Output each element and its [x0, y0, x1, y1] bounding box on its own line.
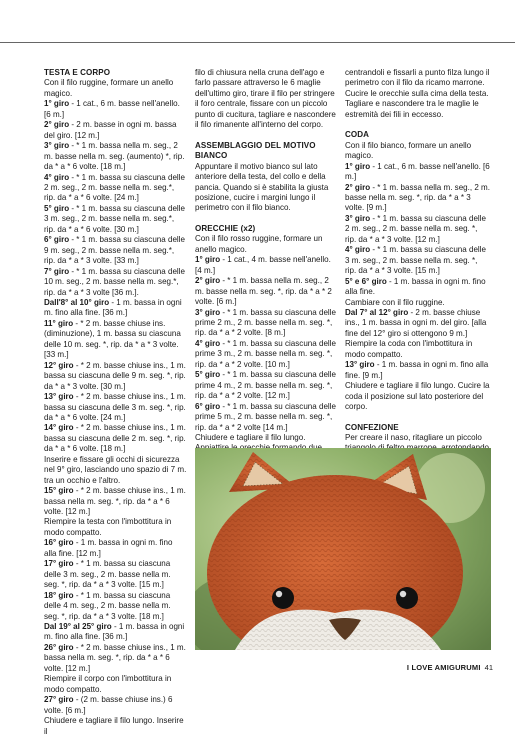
instruction-text: Per creare il naso, ritagliare un piccolo	[345, 432, 482, 442]
instruction-text: - 1 m. bassa in ogni m. fino alla fine. [36 m.]	[44, 622, 185, 642]
instruction-text: - * 2 m. basse chiuse ins., 1 m. bassa su ciascuna delle 3 m. seg. *, rip. da * a * 6 volte. [24 m.]	[44, 392, 186, 422]
instruction-paragraph	[44, 392, 187, 423]
top-rule	[0, 42, 515, 43]
fox-amigurumi-photo	[195, 448, 491, 650]
round-label: 14° giro	[44, 423, 74, 433]
round-label: 3° giro	[345, 213, 371, 223]
instruction-text: - 2 m. basse chiuse ins., 1 m. bassa in ogni m. del giro. [alla fine del 12° giro si ottengono 9 m.]	[345, 307, 487, 338]
section-heading: CODA	[345, 130, 370, 140]
instruction-paragraph	[195, 402, 338, 433]
instruction-paragraph	[345, 277, 490, 298]
round-label: 5° e 6° giro	[345, 276, 387, 286]
instruction-paragraph	[44, 538, 187, 559]
instruction-text: - * 1 m. bassa su ciascuna delle prime 2 m., 2 m. basse nella m. seg. *, rip. da * a * 2 volte. [8 m.]	[195, 307, 336, 338]
instruction-paragraph	[44, 643, 187, 674]
magazine-name: I LOVE AMIGURUMI	[406, 663, 481, 672]
instruction-paragraph	[44, 674, 187, 695]
instruction-text: Riempire la testa con l'imbottitura in modo compatto.	[44, 517, 172, 537]
instruction-paragraph	[44, 141, 187, 172]
instruction-paragraph	[345, 298, 490, 308]
instruction-text: - * 1 m. bassa su ciascuna delle 3 m. seg., 2 m. basse nella m. seg.*, rip. da * a * 6 volte. [30 m.]	[44, 203, 185, 234]
round-label: 15° giro	[44, 486, 74, 496]
round-label: 2° giro	[195, 276, 221, 286]
instruction-paragraph	[345, 141, 490, 162]
instruction-text: Cambiare con il filo ruggine.	[345, 297, 445, 307]
round-label: Dal 7° al 12° giro	[345, 307, 409, 317]
instruction-text: - * 1 m. bassa su ciascuna delle prime 3 m., 2 m. basse nella m. seg. *, rip. da * a * 2 volte. [10 m.]	[195, 338, 336, 369]
round-label: Dal 19° al 25° giro	[44, 622, 112, 632]
round-label: 26° giro	[44, 642, 74, 652]
round-label: Dall'8° al 10° giro	[44, 297, 110, 307]
instruction-paragraph	[44, 267, 187, 298]
instruction-text: Con il filo rosso ruggine, formare un anello magico.	[195, 234, 323, 254]
instruction-text: - * 1 m. bassa su ciascuna delle 2 m. seg., 2 m. basse nella m. seg. *, rip. da * a * 3 volte. [12 m.]	[345, 213, 486, 244]
instruction-paragraph	[195, 255, 338, 276]
instruction-paragraph	[44, 695, 187, 716]
instruction-paragraph	[44, 622, 187, 643]
instruction-paragraph	[195, 308, 338, 339]
round-label: 13° giro	[44, 392, 74, 402]
instruction-text: - 1 cat., 4 m. basse nell'anello. [4 m.]	[195, 255, 331, 275]
round-label: 6° giro	[195, 401, 221, 411]
round-label: 1° giro	[345, 161, 371, 171]
round-label: 18° giro	[44, 590, 74, 600]
round-label: 17° giro	[44, 559, 74, 569]
round-label: 1° giro	[44, 99, 70, 109]
instruction-text: Appuntare il motivo bianco sul lato anteriore della testa, del collo e della pancia. Quando si è stabilita la giusta posizione, cucire i margini lungo il perimetro con il filo bianco.	[195, 161, 329, 213]
instruction-paragraph	[195, 370, 338, 401]
instruction-text: - * 1 m. bassa su ciascuna delle 10 m. seg., 2 m. basse nella m. seg.*, rip. da * a * 3 volte [36 m.].	[44, 266, 185, 297]
round-label: 7° giro	[44, 266, 70, 276]
instruction-paragraph	[345, 183, 490, 214]
instruction-paragraph	[345, 162, 490, 183]
instruction-paragraph	[195, 234, 338, 255]
instruction-paragraph	[44, 298, 187, 319]
section-heading: TESTA E CORPO	[44, 68, 111, 77]
round-label: 1° giro	[195, 255, 221, 265]
round-label: 27° giro	[44, 695, 74, 705]
round-label: 5° giro	[195, 370, 221, 380]
round-label: 12° giro	[44, 360, 74, 370]
instruction-paragraph	[44, 423, 187, 454]
instruction-text: - * 1 m. bassa su ciascuna delle 3 m. seg., 2 m. basse nella m. seg. *, rip. da * a * 3 volte. [15 m.]	[345, 245, 486, 276]
instruction-paragraph	[44, 173, 187, 204]
instruction-text: - * 1 m. bassa nella m. seg., 2 m. basse nella m. seg. *, rip. da * a * 2 volte. [6 m.]	[195, 276, 332, 307]
column-right	[345, 68, 490, 496]
instruction-text: - * 2 m. basse chiuse ins. (diminuzione), 1 m. bassa su ciascuna delle 10 m. seg. *, rip. da * a * 3 volte. [33 m.]	[44, 318, 181, 360]
instruction-text: - 1 m. bassa in ogni m. fino alla fine.	[345, 276, 486, 297]
instruction-paragraph	[195, 339, 338, 370]
instruction-text: - 1 cat., 6 m. basse nell'anello. [6 m.]	[345, 161, 490, 182]
round-label: 6° giro	[44, 235, 70, 245]
instruction-paragraph	[44, 78, 187, 99]
section-heading: ASSEMBLAGGIO DEL MOTIVO BIANCO	[195, 140, 316, 161]
instruction-paragraph	[44, 716, 187, 737]
round-label: 11° giro	[44, 318, 74, 328]
instruction-text: filo di chiusura nella cruna dell'ago e farlo passare attraverso le 6 maglie dell'ultimo giro, tirare il filo per stringere il foro centrale, fissare con un piccolo punto di cucitura, tagliare e nascondere il filo rimanente all'interno del corpo.	[195, 68, 336, 130]
instruction-text: Inserire e fissare gli occhi di sicurezza nel 9° giro, lasciando uno spazio di 7 m. tra un occhio e l'altro.	[44, 454, 187, 485]
instruction-paragraph	[44, 559, 187, 590]
section-heading: ORECCHIE (x2)	[195, 223, 256, 233]
instruction-text: Riempire il corpo con l'imbottitura in modo compatto.	[44, 674, 172, 694]
instruction-text: - * 1 m. bassa su ciascuna delle 2 m. seg., 2 m. basse nella m. seg.*, rip. da * a * 6 volte. [24 m.]	[44, 172, 185, 203]
instruction-paragraph	[44, 235, 187, 266]
instruction-text: - * 2 m. basse chiuse ins., 1 m. bassa su ciascuna delle 2 m. seg. *, rip. da * a * 6 volte. [18 m.]	[44, 423, 186, 454]
round-label: 4° giro	[44, 172, 70, 182]
round-label: 2° giro	[345, 182, 371, 192]
instruction-paragraph	[345, 339, 490, 360]
instruction-paragraph	[345, 360, 490, 381]
instruction-paragraph	[345, 245, 490, 276]
instruction-text: - 1 m. bassa in ogni m. fino alla fine. [9 m.]	[345, 360, 489, 380]
instruction-text: - * 1 m. bassa nella m. seg., 2 m. basse nella m. seg. *, rip. da * a * 3 volte. [9 m.]	[345, 182, 490, 213]
round-label: 5° giro	[44, 203, 70, 213]
instruction-paragraph	[44, 204, 187, 235]
instruction-text: Con il filo bianco, formare un anello magico.	[345, 140, 472, 161]
instruction-paragraph	[195, 276, 338, 307]
instruction-text: - 2 m. basse in ogni m. bassa del giro. [12 m.]	[44, 120, 177, 140]
round-label: 13° giro	[345, 360, 375, 370]
instruction-paragraph	[345, 308, 490, 339]
round-label: 4° giro	[345, 245, 371, 255]
instruction-paragraph	[345, 214, 490, 245]
instruction-paragraph	[345, 381, 490, 412]
section-heading: CONFEZIONE	[345, 422, 399, 432]
instruction-text: - * 2 m. basse chiuse ins., 1 m. bassa nella m. seg. *, rip. da * a * 6 volte. [12 m.]	[44, 642, 186, 673]
page-footer	[407, 663, 493, 672]
instruction-text: - 1 m. bassa in ogni m. fino alla fine. [36 m.]	[44, 297, 182, 318]
instruction-paragraph	[195, 68, 338, 131]
instruction-paragraph	[44, 120, 187, 141]
instruction-text: Riempire la coda con l'imbottitura in modo compatto.	[345, 339, 473, 359]
instruction-text: - * 1 m. bassa nella m. seg., 2 m. basse nella m. seg. (aumento) *, rip. da * a * 6 volte. [18 m.]	[44, 141, 185, 172]
round-label: 4° giro	[195, 338, 221, 348]
instruction-paragraph	[44, 517, 187, 538]
instruction-paragraph	[44, 99, 187, 120]
instruction-text: - 1 m. bassa in ogni m. fino alla fine. [12 m.]	[44, 538, 173, 558]
fox-photo-illustration	[195, 448, 491, 650]
round-label: 16° giro	[44, 538, 74, 548]
instruction-text: Chiudere e tagliare il filo lungo. Inserire il	[44, 716, 184, 736]
round-label: 3° giro	[44, 141, 70, 151]
round-label: 2° giro	[44, 120, 70, 130]
instruction-paragraph	[44, 591, 187, 622]
instruction-text: - * 1 m. bassa su ciascuna delle prime 5 m., 2 m. basse nella m. seg. *, rip. da * a * 2 volte [14 m.]	[195, 401, 336, 432]
instruction-paragraph	[44, 361, 187, 392]
instruction-text: - 1 cat., 6 m. basse nell'anello. [6 m.]	[44, 99, 180, 119]
instruction-text: - * 2 m. basse chiuse ins., 1 m. bassa su ciascuna delle 9 m. seg. *, rip. da * a * 3 volte. [30 m.]	[44, 360, 186, 391]
instruction-paragraph	[44, 319, 187, 361]
page-number: 41	[484, 663, 493, 672]
instruction-text: Chiudere e tagliare il filo lungo.	[195, 432, 306, 442]
column-left	[44, 68, 187, 737]
instruction-paragraph	[44, 455, 187, 486]
round-label: 3° giro	[195, 307, 221, 317]
instruction-text: - * 1 m. bassa su ciascuna delle 3 m. seg., 2 m. basse nella m. seg. *, rip. da * a * 3 volte. [15 m.]	[44, 559, 171, 590]
instruction-paragraph	[345, 68, 490, 120]
instruction-text: - * 2 m. basse chiuse ins., 1 m. bassa nella m. seg. *, rip. da * a * 6 volte. [12 m.]	[44, 486, 186, 517]
instruction-text: - * 1 m. bassa su ciascuna delle 9 m. seg., 2 m. basse nella m. seg.*, rip. da * a * 3 volte. [33 m.]	[44, 235, 185, 266]
instruction-text: - * 1 m. bassa su ciascuna delle 4 m. seg., 2 m. basse nella m. seg. *, rip. da * a * 3 volte. [18 m.]	[44, 590, 171, 621]
instruction-text: Chiudere e tagliare il filo lungo. Cucire la coda il posizione sul lato posteriore del corpo.	[345, 381, 490, 412]
column-middle	[195, 68, 338, 485]
instruction-text: centrandoli e fissarli a punto filza lungo il perimetro con il filo da ricamo marrone. Cucire le orecchie sulla cima della testa. Tagliare e nascondere tra le maglie le estremità dei fili in eccesso.	[345, 68, 490, 119]
instruction-paragraph	[195, 162, 338, 214]
instruction-text: Con il filo ruggine, formare un anello magico.	[44, 78, 174, 98]
instruction-paragraph	[44, 486, 187, 517]
instruction-text: - * 1 m. bassa su ciascuna delle prime 4 m., 2 m. basse nella m. seg. *, rip. da * a * 2 volte. [12 m.]	[195, 370, 336, 401]
instruction-text: - (2 m. basse chiuse ins.) 6 volte. [6 m.]	[44, 695, 173, 715]
